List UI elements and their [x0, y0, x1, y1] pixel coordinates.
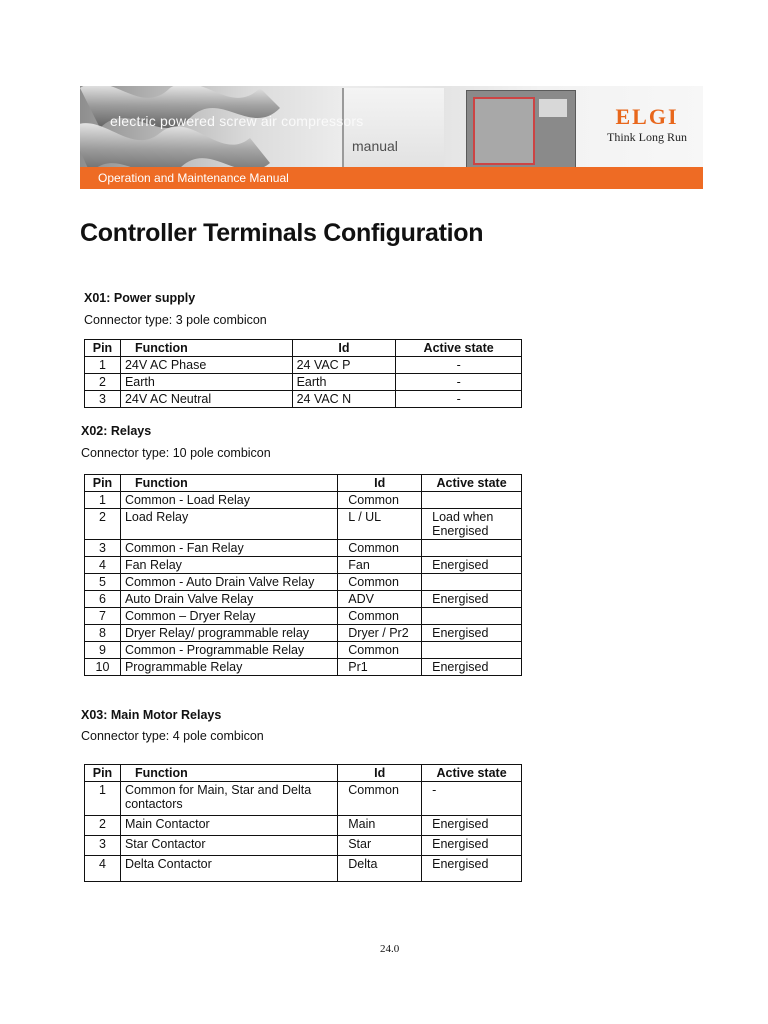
id-cell: Earth [292, 374, 396, 391]
table-header-row [85, 340, 522, 357]
function-cell: Common - Load Relay [120, 492, 337, 509]
function-cell: Programmable Relay [120, 659, 337, 676]
id-cell: 24 VAC P [292, 357, 396, 374]
active-state-cell [422, 608, 522, 625]
table-x02 [84, 474, 522, 676]
function-cell: Common - Programmable Relay [120, 642, 337, 659]
table-row [85, 782, 522, 816]
id-cell: Star [338, 836, 422, 856]
id-cell: Common [338, 540, 422, 557]
column-header: Pin [85, 340, 121, 357]
table-row [85, 540, 522, 557]
table-row [85, 816, 522, 836]
function-cell: 24V AC Neutral [120, 391, 292, 408]
column-header: Active state [396, 340, 522, 357]
active-state-cell: - [396, 357, 522, 374]
pin-cell: 9 [85, 642, 121, 659]
column-header: Active state [422, 475, 522, 492]
table-row [85, 608, 522, 625]
id-cell: Common [338, 642, 422, 659]
logo-name: ELGI [615, 104, 679, 129]
pin-cell: 3 [85, 540, 121, 557]
function-cell: Common - Fan Relay [120, 540, 337, 557]
column-header: Id [338, 765, 422, 782]
column-header: Pin [85, 475, 121, 492]
column-header: Function [120, 340, 292, 357]
pin-cell: 2 [85, 816, 121, 836]
table-row [85, 357, 522, 374]
function-cell: Fan Relay [120, 557, 337, 574]
id-cell: Fan [338, 557, 422, 574]
active-state-cell [422, 492, 522, 509]
pin-cell: 2 [85, 509, 121, 540]
connector-type-x02: Connector type: 10 pole combicon [81, 446, 271, 460]
table-row [85, 509, 522, 540]
table-row [85, 836, 522, 856]
header-banner [80, 86, 703, 189]
active-state-cell: Energised [422, 816, 522, 836]
function-cell: Star Contactor [120, 836, 337, 856]
id-cell: L / UL [338, 509, 422, 540]
table-row [85, 557, 522, 574]
active-state-cell: Energised [422, 557, 522, 574]
connector-type-x03: Connector type: 4 pole combicon [81, 729, 264, 743]
function-cell: Dryer Relay/ programmable relay [120, 625, 337, 642]
pin-cell: 7 [85, 608, 121, 625]
table-row [85, 391, 522, 408]
function-cell: Main Contactor [120, 816, 337, 836]
compressor-package-image [466, 90, 576, 167]
table-header-row [85, 475, 522, 492]
function-cell: Load Relay [120, 509, 337, 540]
id-cell: Common [338, 574, 422, 591]
pin-cell: 6 [85, 591, 121, 608]
id-cell: Dryer / Pr2 [338, 625, 422, 642]
pin-cell: 1 [85, 492, 121, 509]
elgi-logo [607, 106, 687, 145]
active-state-cell [422, 574, 522, 591]
table-row [85, 659, 522, 676]
column-header: Pin [85, 765, 121, 782]
active-state-cell: Energised [422, 591, 522, 608]
banner-subheadline: manual [352, 138, 398, 154]
pin-cell: 2 [85, 374, 121, 391]
connector-type-x01: Connector type: 3 pole combicon [84, 313, 267, 327]
active-state-cell: - [396, 374, 522, 391]
banner-image [80, 86, 703, 167]
id-cell: 24 VAC N [292, 391, 396, 408]
table-row [85, 492, 522, 509]
function-cell: Earth [120, 374, 292, 391]
function-cell: 24V AC Phase [120, 357, 292, 374]
active-state-cell [422, 642, 522, 659]
section-heading-x01: X01: Power supply [84, 291, 196, 305]
manual-label: Operation and Maintenance Manual [98, 171, 289, 185]
function-cell: Common – Dryer Relay [120, 608, 337, 625]
pin-cell: 4 [85, 557, 121, 574]
table-x01 [84, 339, 522, 408]
active-state-cell: Energised [422, 836, 522, 856]
banner-bar [80, 167, 703, 189]
id-cell: Main [338, 816, 422, 836]
table-row [85, 591, 522, 608]
active-state-cell: - [396, 391, 522, 408]
active-state-cell: Energised [422, 856, 522, 882]
active-state-cell: - [422, 782, 522, 816]
section-heading-x02: X02: Relays [81, 424, 152, 438]
id-cell: Common [338, 608, 422, 625]
column-header: Id [292, 340, 396, 357]
table-row [85, 856, 522, 882]
id-cell: ADV [338, 591, 422, 608]
banner-headline: electric powered screw air compressors [110, 113, 364, 129]
table-x03 [84, 764, 522, 882]
active-state-cell: Energised [422, 659, 522, 676]
table-row [85, 374, 522, 391]
section-heading-x03: X03: Main Motor Relays [81, 708, 222, 722]
id-cell: Pr1 [338, 659, 422, 676]
function-cell: Common for Main, Star and Delta contactors [120, 782, 337, 816]
active-state-cell: Load when Energised [422, 509, 522, 540]
pin-cell: 8 [85, 625, 121, 642]
pin-cell: 5 [85, 574, 121, 591]
function-cell: Auto Drain Valve Relay [120, 591, 337, 608]
table-row [85, 625, 522, 642]
table-header-row [85, 765, 522, 782]
column-header: Function [120, 475, 337, 492]
function-cell: Common - Auto Drain Valve Relay [120, 574, 337, 591]
table-row [85, 574, 522, 591]
logo-tagline: Think Long Run [607, 130, 687, 144]
pin-cell: 1 [85, 782, 121, 816]
pin-cell: 10 [85, 659, 121, 676]
function-cell: Delta Contactor [120, 856, 337, 882]
column-header: Id [338, 475, 422, 492]
active-state-cell [422, 540, 522, 557]
pin-cell: 4 [85, 856, 121, 882]
page-title: Controller Terminals Configuration [80, 219, 484, 247]
pin-cell: 3 [85, 836, 121, 856]
page-number: 24.0 [380, 943, 400, 955]
id-cell: Common [338, 492, 422, 509]
id-cell: Common [338, 782, 422, 816]
id-cell: Delta [338, 856, 422, 882]
active-state-cell: Energised [422, 625, 522, 642]
pin-cell: 3 [85, 391, 121, 408]
table-row [85, 642, 522, 659]
column-header: Function [120, 765, 337, 782]
column-header: Active state [422, 765, 522, 782]
pin-cell: 1 [85, 357, 121, 374]
